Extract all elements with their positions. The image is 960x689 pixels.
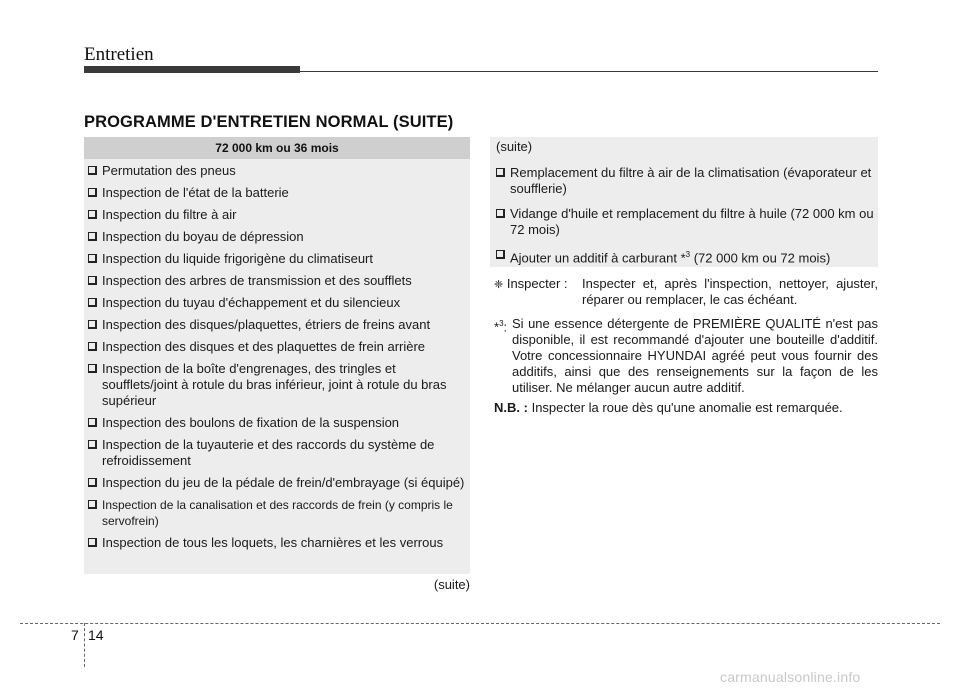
checklist-item: Inspection de l'état de la batterie bbox=[88, 185, 470, 201]
footer-divider bbox=[84, 623, 85, 667]
checklist-item: Inspection du jeu de la pédale de frein/d'embrayage (si équipé) bbox=[88, 475, 470, 491]
page-number: 14 bbox=[88, 627, 104, 643]
checkbox-icon bbox=[88, 418, 97, 427]
inspect-label: Inspecter : bbox=[506, 276, 568, 291]
checklist-item: Inspection de tous les loquets, les charnières et les verrous bbox=[88, 535, 470, 551]
chapter-header-title: Entretien bbox=[84, 44, 154, 65]
checklist-item: Remplacement du filtre à air de la climatisation (évaporateur et soufflerie) bbox=[496, 165, 874, 197]
checklist-item: Vidange d'huile et remplacement du filtre à huile (72 000 km ou 72 mois) bbox=[496, 206, 874, 238]
checkbox-icon bbox=[88, 538, 97, 547]
checklist-item: Inspection des disques et des plaquettes de frein arrière bbox=[88, 339, 470, 355]
inspect-symbol-icon: ❈ bbox=[494, 279, 504, 291]
footnote-marker: * bbox=[680, 250, 686, 266]
watermark: carmanualsonline.info bbox=[720, 669, 861, 685]
checklist-item: Inspection du boyau de dépression bbox=[88, 229, 470, 245]
footnote-sup: 3 bbox=[685, 250, 691, 259]
checkbox-icon bbox=[88, 478, 97, 487]
footnote-colon: : bbox=[503, 319, 508, 335]
checklist-item: Inspection du filtre à air bbox=[88, 207, 470, 223]
checkbox-icon bbox=[496, 250, 505, 259]
additive-text: Si une essence détergente de PREMIÈRE QUALITÉ n'est pas disponible, il est recommandé d'ajouter une bouteille d'additif. Votre concessionnaire HYUNDAI agréé peut vous fournir des additifs, ainsi que des renseignements sur la façon de les utiliser. Ne mélanger aucun autre additif. bbox=[512, 316, 878, 395]
notes-block bbox=[494, 276, 878, 416]
checkbox-icon bbox=[496, 168, 505, 177]
checkbox-icon bbox=[88, 500, 97, 509]
checklist-item: Inspection des disques/plaquettes, étriers de freins avant bbox=[88, 317, 470, 333]
continued-label: (suite) bbox=[496, 139, 533, 154]
checklist-item: Inspection de la canalisation et des raccords de frein (y compris le servofrein) bbox=[88, 497, 470, 529]
footer-dashed-rule bbox=[20, 623, 940, 624]
checkbox-icon bbox=[88, 166, 97, 175]
checklist-item: Inspection de la boîte d'engrenages, des tringles et soufflets/joint à rotule du bras inférieur, joint à rotule du bras supérieur bbox=[88, 361, 470, 409]
continued-label: (suite) bbox=[433, 577, 470, 592]
checkbox-icon bbox=[88, 232, 97, 241]
header-rule bbox=[300, 71, 878, 72]
checklist-item: Ajouter un additif à carburant *$^3$ (72 000 km ou 72 mois) bbox=[496, 247, 874, 266]
checkbox-icon bbox=[88, 364, 97, 373]
note-inspect bbox=[494, 276, 878, 308]
checklist-item: Inspection des boulons de fixation de la suspension bbox=[88, 415, 470, 431]
footnote-sup: 3 bbox=[499, 319, 504, 328]
maintenance-box-72000 bbox=[84, 137, 470, 574]
checklist-item: Inspection du liquide frigorigène du climatiseurt bbox=[88, 251, 470, 267]
nb-label: N.B. : bbox=[494, 400, 528, 415]
checkbox-icon bbox=[88, 188, 97, 197]
note-additive bbox=[494, 316, 878, 396]
checkbox-icon bbox=[88, 210, 97, 219]
maintenance-checklist bbox=[84, 159, 470, 551]
maintenance-box-heading: 72 000 km ou 36 mois bbox=[84, 137, 470, 159]
checkbox-icon bbox=[88, 440, 97, 449]
checkbox-icon bbox=[88, 254, 97, 263]
header-bar bbox=[84, 66, 300, 73]
maintenance-box-continued bbox=[490, 137, 878, 267]
chapter-number: 7 bbox=[71, 627, 79, 643]
checklist-item: Inspection des arbres de transmission et des soufflets bbox=[88, 273, 470, 289]
checkbox-icon bbox=[496, 209, 505, 218]
checkbox-icon bbox=[88, 276, 97, 285]
checkbox-icon bbox=[88, 342, 97, 351]
checklist-item: Permutation des pneus bbox=[88, 163, 470, 179]
maintenance-checklist-continued bbox=[496, 165, 874, 275]
section-title: PROGRAMME D'ENTRETIEN NORMAL (SUITE) bbox=[84, 113, 454, 131]
checkbox-icon bbox=[88, 298, 97, 307]
nb-text: Inspecter la roue dès qu'une anomalie est remarquée. bbox=[531, 400, 843, 415]
checkbox-icon bbox=[88, 320, 97, 329]
note-nb bbox=[494, 400, 878, 416]
footnote-marker: * bbox=[494, 319, 500, 335]
checklist-item: Inspection du tuyau d'échappement et du silencieux bbox=[88, 295, 470, 311]
checklist-item: Inspection de la tuyauterie et des raccords du système de refroidissement bbox=[88, 437, 470, 469]
inspect-text: Inspecter et, après l'inspection, nettoyer, ajuster, réparer ou remplacer, le cas échéant. bbox=[582, 276, 878, 307]
